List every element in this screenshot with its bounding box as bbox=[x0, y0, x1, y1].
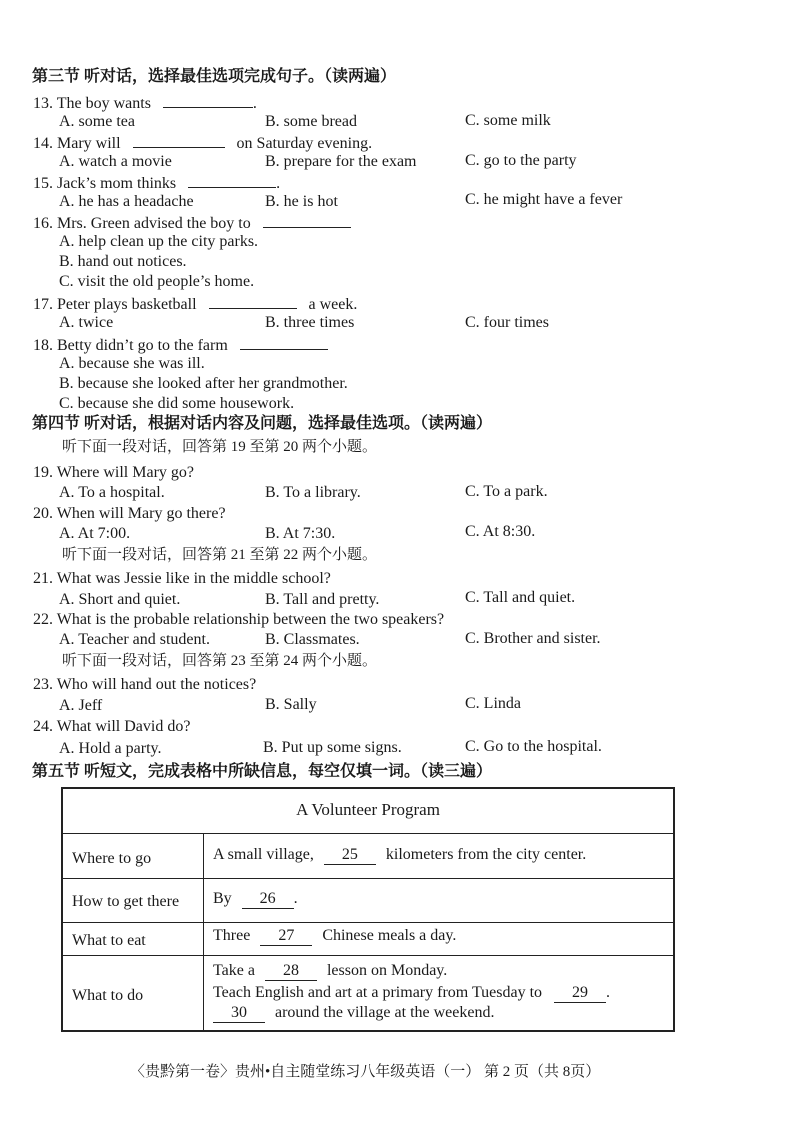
q21-option-b: B. Tall and pretty. bbox=[265, 591, 380, 608]
q23-option-c: C. Linda bbox=[465, 695, 521, 712]
row-do-text-1-end: lesson on Monday. bbox=[326, 962, 448, 979]
q15-option-a: A. he has a headache bbox=[59, 193, 194, 210]
blank-26: 26 bbox=[242, 890, 294, 909]
row-label-how: How to get there bbox=[72, 893, 180, 910]
q19-option-c: C. To a park. bbox=[465, 483, 548, 500]
row-value-do-line1 bbox=[213, 961, 447, 981]
row-how-text-end: . bbox=[293, 890, 298, 907]
section4-intro-2: 听下面一段对话，回答第 21 至第 22 两个小题。 bbox=[62, 547, 378, 563]
q24-option-a: A. Hold a party. bbox=[59, 740, 162, 757]
q13-option-c: C. some milk bbox=[465, 112, 551, 129]
q14-option-b: B. prepare for the exam bbox=[265, 153, 417, 170]
q16-option-b: B. hand out notices. bbox=[59, 253, 187, 270]
q20-option-c: C. At 8:30. bbox=[465, 523, 536, 540]
q18-option-a: A. because she was ill. bbox=[59, 355, 205, 372]
q22-option-a: A. Teacher and student. bbox=[59, 631, 210, 648]
row-do-text-2-end: . bbox=[606, 984, 611, 1001]
q18-blank bbox=[240, 334, 328, 350]
volunteer-program-table bbox=[61, 787, 675, 1032]
q14-option-c: C. go to the party bbox=[465, 152, 577, 169]
q18-option-c: C. because she did some housework. bbox=[59, 395, 295, 412]
row-label-where: Where to go bbox=[72, 850, 152, 867]
row-value-do-line2 bbox=[213, 983, 610, 1003]
question-16 bbox=[33, 212, 351, 234]
q23-option-a: A. Jeff bbox=[59, 697, 103, 714]
q22-option-b: B. Classmates. bbox=[265, 631, 360, 648]
q17-stem-end: a week. bbox=[308, 296, 358, 313]
q17-blank bbox=[209, 293, 297, 309]
q20-option-a: A. At 7:00. bbox=[59, 525, 131, 542]
q17-option-c: C. four times bbox=[465, 314, 549, 331]
q24-option-b: B. Put up some signs. bbox=[263, 739, 402, 756]
q17-option-b: B. three times bbox=[265, 314, 355, 331]
q16-option-c: C. visit the old people’s home. bbox=[59, 273, 255, 290]
section4-intro-3: 听下面一段对话，回答第 23 至第 24 两个小题。 bbox=[62, 653, 378, 669]
blank-27: 27 bbox=[260, 927, 312, 946]
q19-option-b: B. To a library. bbox=[265, 484, 361, 501]
row-label-eat: What to eat bbox=[72, 932, 146, 949]
row-where-text-end: kilometers from the city center. bbox=[385, 846, 587, 863]
q14-blank bbox=[133, 132, 225, 148]
table-divider bbox=[63, 922, 673, 923]
row-label-do: What to do bbox=[72, 987, 144, 1004]
q15-option-b: B. he is hot bbox=[265, 193, 338, 210]
q13-stem-end: . bbox=[252, 95, 257, 112]
question-13 bbox=[33, 92, 257, 114]
row-value-where bbox=[213, 845, 586, 865]
row-how-text: By bbox=[213, 890, 232, 907]
q20-stem: 20. When will Mary go there? bbox=[33, 505, 226, 522]
q17-stem: 17. Peter plays basketball bbox=[33, 296, 197, 313]
question-17 bbox=[33, 293, 357, 315]
q20-option-b: B. At 7:30. bbox=[265, 525, 336, 542]
q21-option-c: C. Tall and quiet. bbox=[465, 589, 576, 606]
row-value-how bbox=[213, 889, 298, 909]
q13-option-a: A. some tea bbox=[59, 113, 135, 130]
q14-stem: 14. Mary will bbox=[33, 135, 121, 152]
blank-28: 28 bbox=[265, 962, 317, 981]
row-do-text-3: around the village at the weekend. bbox=[275, 1004, 495, 1021]
row-do-text-2: Teach English and art at a primary from Tuesday to bbox=[213, 984, 543, 1001]
q21-option-a: A. Short and quiet. bbox=[59, 591, 181, 608]
table-heading: A Volunteer Program bbox=[296, 800, 440, 819]
row-where-text: A small village, bbox=[213, 846, 314, 863]
q13-blank bbox=[163, 92, 253, 108]
q24-option-c: C. Go to the hospital. bbox=[465, 738, 602, 755]
row-do-text-1: Take a bbox=[213, 962, 255, 979]
q17-option-a: A. twice bbox=[59, 314, 114, 331]
q13-option-b: B. some bread bbox=[265, 113, 357, 130]
q15-blank bbox=[188, 172, 276, 188]
section4-title: 第四节 听对话，根据对话内容及问题，选择最佳选项。（读两遍） bbox=[32, 415, 493, 432]
table-divider bbox=[63, 878, 673, 879]
q19-option-a: A. To a hospital. bbox=[59, 484, 165, 501]
table-column-divider bbox=[203, 833, 204, 1030]
blank-29: 29 bbox=[554, 984, 606, 1003]
table-divider bbox=[63, 833, 673, 834]
question-14 bbox=[33, 132, 372, 154]
q19-stem: 19. Where will Mary go? bbox=[33, 464, 194, 481]
q15-option-c: C. he might have a fever bbox=[465, 191, 623, 208]
q22-option-c: C. Brother and sister. bbox=[465, 630, 601, 647]
section5-title: 第五节 听短文，完成表格中所缺信息，每空仅填一词。（读三遍） bbox=[32, 763, 493, 780]
q23-stem: 23. Who will hand out the notices? bbox=[33, 676, 257, 693]
q16-stem: 16. Mrs. Green advised the boy to bbox=[33, 215, 251, 232]
row-value-eat bbox=[213, 926, 456, 946]
question-18 bbox=[33, 334, 328, 356]
row-eat-text-end: Chinese meals a day. bbox=[322, 927, 457, 944]
q24-stem: 24. What will David do? bbox=[33, 718, 191, 735]
q16-blank bbox=[263, 212, 351, 228]
page-footer: 〈贵黔第一卷〉贵州•自主随堂练习八年级英语（一） 第 2 页（共 8页） bbox=[130, 1064, 601, 1080]
row-value-do-line3 bbox=[213, 1003, 494, 1023]
q22-stem: 22. What is the probable relationship between the two speakers? bbox=[33, 611, 445, 628]
q18-stem: 18. Betty didn’t go to the farm bbox=[33, 337, 228, 354]
row-eat-text: Three bbox=[213, 927, 251, 944]
blank-30: 30 bbox=[213, 1004, 265, 1023]
blank-25: 25 bbox=[324, 846, 376, 865]
q23-option-b: B. Sally bbox=[265, 696, 317, 713]
q14-option-a: A. watch a movie bbox=[59, 153, 172, 170]
q13-stem: 13. The boy wants bbox=[33, 95, 151, 112]
q18-option-b: B. because she looked after her grandmother. bbox=[59, 375, 348, 392]
table-divider bbox=[63, 955, 673, 956]
q14-stem-end: on Saturday evening. bbox=[236, 135, 373, 152]
q21-stem: 21. What was Jessie like in the middle school? bbox=[33, 570, 331, 587]
q15-stem: 15. Jack’s mom thinks bbox=[33, 175, 177, 192]
section3-title: 第三节 听对话，选择最佳选项完成句子。（读两遍） bbox=[32, 68, 397, 85]
section4-intro-1: 听下面一段对话，回答第 19 至第 20 两个小题。 bbox=[62, 439, 378, 455]
q15-stem-end: . bbox=[276, 175, 281, 192]
q16-option-a: A. help clean up the city parks. bbox=[59, 233, 259, 250]
question-15 bbox=[33, 172, 280, 194]
